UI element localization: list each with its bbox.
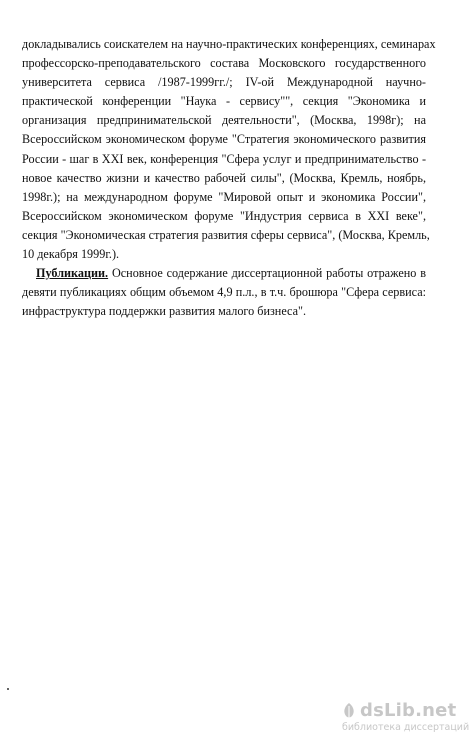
watermark-logo: dsLib.net [360,700,457,721]
text-line: профессорско-преподавательского состава Московского государственного [22,56,426,71]
text-run: Основное содержание диссертационной работы отражено в [108,266,426,281]
text-line: практической конференции "Наука - сервису"", секция "Экономика и [22,94,426,109]
text-line: девяти публикациях общим объемом 4,9 п.л., в т.ч. брошюра "Сфера сервиса: [22,285,426,300]
watermark-subtitle: библиотека диссертаций [342,722,469,733]
leaf-icon [342,702,356,720]
scan-speck [7,688,9,690]
text-line [22,264,426,283]
text-line: Всероссийском экономическом форуме "Стратегия экономического развития [22,132,426,147]
text-line: организация предпринимательской деятельности", (Москва, 1998г); на [22,113,426,128]
publications-heading: Публикации. [36,266,109,281]
text-line: инфраструктура поддержки развития малого бизнеса". [22,304,307,319]
text-line: секция "Экономическая стратегия развития сферы сервиса", (Москва, Кремль, [22,227,430,242]
paragraph-publications [22,264,426,321]
text-line: 1998г.); на международном форуме "Мировой опыт и экономика России", [22,189,426,204]
text-line: Всероссийском экономическом форуме "Индустрия сервиса в XXI веке", [22,208,426,223]
text-line: докладывались соискателем на научно-практических конференциях, семинарах [22,37,436,51]
watermark [342,700,469,740]
text-line: России - шаг в XXI век, конференция "Сфера услуг и предпринимательство - [22,151,426,166]
text-line: новое качество жизни и качество рабочей силы", (Москва, Кремль, ноябрь, [22,170,426,185]
text-line: 10 декабря 1999г.). [22,247,120,262]
paragraph-conferences [22,35,436,264]
body-text [22,35,436,321]
text-line: университета сервиса /1987-1999гг./; IV-ой Международной научно- [22,75,426,90]
